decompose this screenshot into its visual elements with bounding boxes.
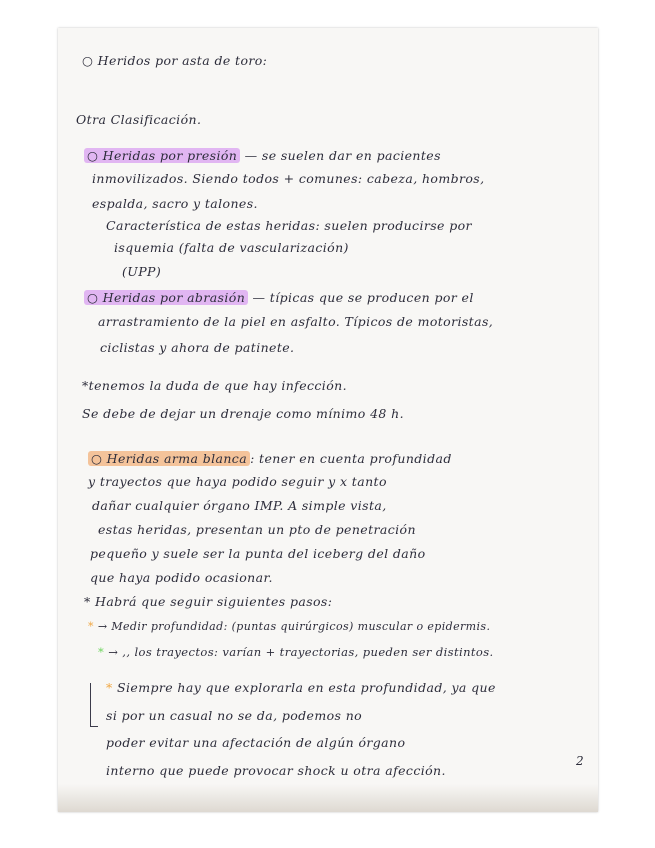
note-line bbox=[90, 570, 273, 585]
note-line bbox=[88, 620, 490, 633]
note-line bbox=[92, 498, 387, 513]
note-line bbox=[98, 522, 416, 537]
note-line bbox=[88, 474, 387, 489]
note-line bbox=[98, 645, 494, 659]
note-line bbox=[122, 264, 161, 279]
note-line bbox=[88, 451, 452, 466]
note-line bbox=[92, 196, 258, 211]
note-text: Se debe de dejar un drenaje como mínimo 48 h. bbox=[82, 406, 404, 421]
note-line bbox=[106, 218, 472, 233]
note-line bbox=[106, 680, 496, 695]
note-line bbox=[92, 171, 484, 186]
bracket-line bbox=[90, 683, 98, 727]
note-text: espalda, sacro y talones. bbox=[92, 196, 258, 211]
note-text: ciclistas y ahora de patinete. bbox=[100, 340, 295, 355]
note-text: poder evitar una afectación de algún órgano bbox=[106, 735, 406, 750]
note-line bbox=[98, 314, 493, 329]
note-text: Siempre hay que explorarla en esta profundidad, ya que bbox=[117, 680, 496, 695]
note-text: Habrá que seguir siguientes pasos: bbox=[95, 594, 333, 609]
note-text: estas heridas, presentan un pto de penetración bbox=[98, 522, 416, 537]
note-line bbox=[84, 594, 332, 609]
section-heading: Otra Clasificación. bbox=[76, 112, 202, 127]
note-text: → ,, los trayectos: varían + trayectorias, pueden ser distintos. bbox=[108, 645, 494, 659]
green-star-icon: * bbox=[98, 645, 105, 659]
highlight-arma-blanca: ○ Heridas arma blanca bbox=[88, 451, 250, 466]
notebook-page bbox=[58, 28, 598, 812]
note-line bbox=[100, 340, 294, 355]
note-text: arrastramiento de la piel en asfalto. Típicos de motoristas, bbox=[98, 314, 494, 329]
note-text: → Medir profundidad: (puntas quirúrgicos) muscular o epidermis. bbox=[97, 620, 491, 633]
page-edge-shadow bbox=[58, 784, 598, 812]
page-number: 2 bbox=[576, 754, 584, 768]
note-text: pequeño y suele ser la punta del iceberg del daño bbox=[90, 546, 426, 561]
asterisk-bullet: * bbox=[84, 594, 91, 609]
note-text: isquemia (falta de vascularización) bbox=[114, 240, 349, 255]
note-text: : tener en cuenta profundidad bbox=[250, 451, 452, 466]
orange-star-icon: * bbox=[88, 620, 94, 633]
note-text: ○ Heridos por asta de toro: bbox=[82, 53, 268, 68]
note-line bbox=[106, 735, 405, 750]
note-text: *tenemos la duda de que hay infección. bbox=[82, 378, 347, 393]
note-text: si por un casual no se da, podemos no bbox=[106, 708, 363, 723]
note-text: interno que puede provocar shock u otra afección. bbox=[106, 763, 446, 778]
highlight-presion: ○ Heridas por presión bbox=[84, 148, 240, 163]
note-text: — se suelen dar en pacientes bbox=[244, 148, 441, 163]
note-text: inmovilizados. Siendo todos + comunes: cabeza, hombros, bbox=[92, 171, 485, 186]
note-line bbox=[84, 148, 441, 163]
note-line bbox=[82, 53, 267, 68]
note-line bbox=[106, 708, 362, 723]
note-line bbox=[84, 290, 474, 305]
note-line bbox=[82, 378, 347, 393]
note-text: Característica de estas heridas: suelen producirse por bbox=[106, 218, 472, 233]
note-text: dañar cualquier órgano IMP. A simple vista, bbox=[92, 498, 387, 513]
note-text: que haya podido ocasionar. bbox=[90, 570, 273, 585]
note-line bbox=[82, 406, 404, 421]
highlight-abrasion: ○ Heridas por abrasión bbox=[84, 290, 248, 305]
note-line bbox=[106, 763, 446, 778]
note-text: — típicas que se producen por el bbox=[252, 290, 474, 305]
note-text: (UPP) bbox=[122, 264, 162, 279]
note-line bbox=[76, 112, 201, 127]
orange-star-icon: * bbox=[106, 680, 113, 695]
note-text: y trayectos que haya podido seguir y x tanto bbox=[88, 474, 387, 489]
note-line bbox=[90, 546, 426, 561]
note-line bbox=[114, 240, 349, 255]
